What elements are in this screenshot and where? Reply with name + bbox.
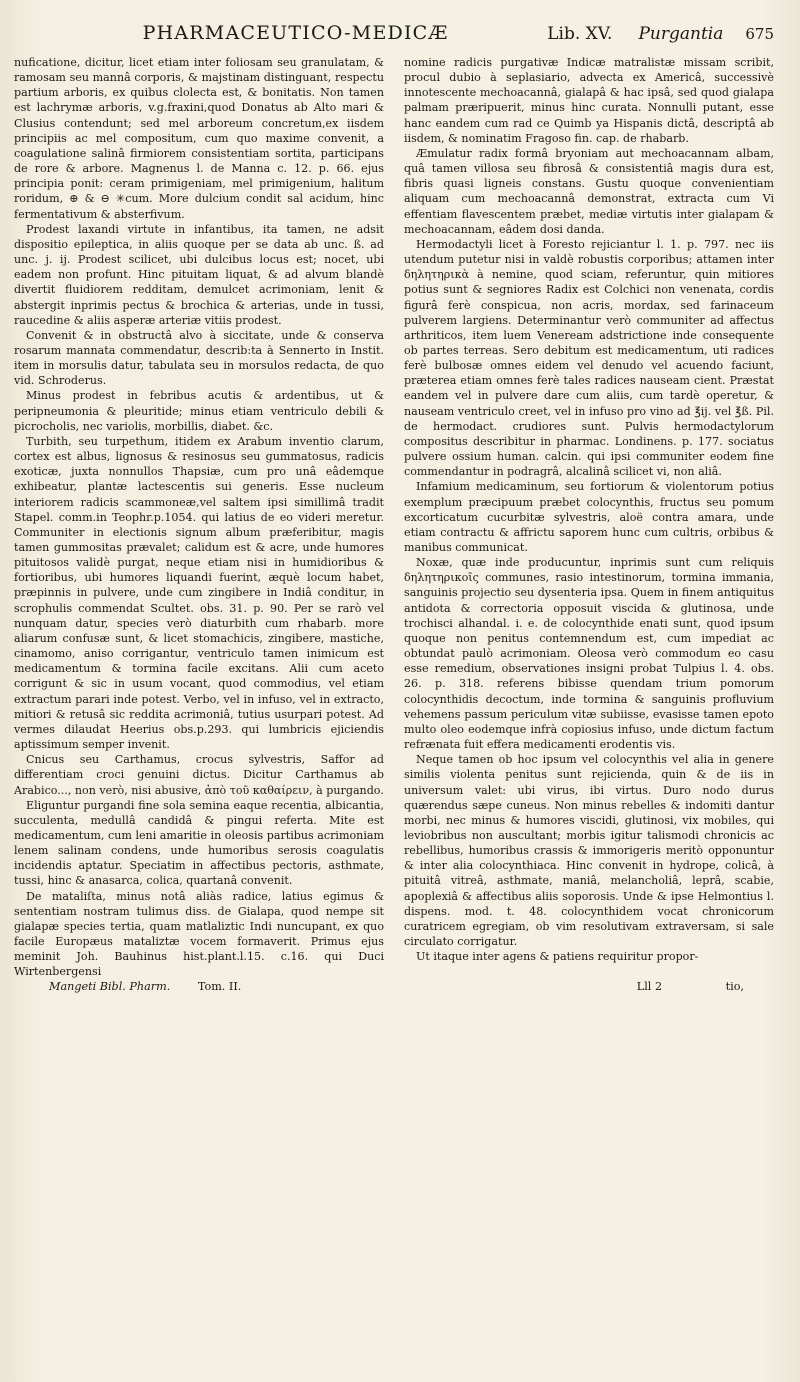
section-title: Purgantia <box>638 24 724 44</box>
signature-mark: Lll 2 <box>636 979 663 993</box>
paragraph: Cnicus seu Carthamus, crocus sylvestris, Saffor ad differentiam croci genuini dictus. Dicitur Carthamus ab Arabico..., non verò, nisi abusive, ἀπὸ τοῦ καθαίρειν, à purgando. <box>14 753 384 797</box>
catchword: tio, <box>725 979 744 993</box>
running-title: PHARMACEUTICO-MEDICÆ <box>142 22 449 44</box>
paragraph: Ut itaque inter agens & patiens requiritur propor- <box>416 950 699 964</box>
paragraph: Minus prodest in febribus acutis & ardentibus, ut & peripneumonia & pleuritide; minus etiam ventriculo debili & picrocholis, nec variolis, morbillis, diabet. &c. <box>14 389 384 433</box>
paragraph: Neque tamen ob hoc ipsum vel colocynthis vel alia in genere similis violenta penitus sunt rejicienda, quin & de iis in universum valet: ubi virus, ibi virtus. Duro nodo durus quærendus sæpe cuneus. Non minus rebelles & indomiti dantur morbi, nec minus & humores viscidi, glutinosi, vix mobiles, qui leviobribus non auscultant; morbis igitur talismodi chronicis ac rebellibus, humoribus crassis & immorigeris meritò opponuntur & inter alia colocynthiaca. Hinc convenit in hydrope, colicâ, à pituitâ vitreâ, asthmate, maniâ, melancholiâ, leprâ, scabie, apoplexiâ & affectibus aliis soporosis. Unde & ipse Helmontius l. dispens. mod. t. 48. colocynthidem vocat chronicorum curatricem egregiam, ob vim resolutivam extraversam, si sale circulato corrigatur. <box>404 753 774 949</box>
page-footer <box>14 980 774 994</box>
paragraph: Infamium medicaminum, seu fortiorum & violentorum potius exemplum præcipuum præbet colocynthis, fructus seu pomum excorticatum cucurbitæ sylvestris, aloë contra amara, unde etiam contractu & affrictu saporem hunc cum cultris, orbibus & manibus communicat. <box>404 480 774 554</box>
footer-source: Mangeti Bibl. Pharm. <box>49 979 171 993</box>
page-header <box>14 22 774 53</box>
footer-right <box>577 980 774 994</box>
paragraph: Hermodactyli licet à Foresto rejiciantur l. 1. p. 797. nec iis utendum putetur nisi in valdè robustis corporibus; attamen inter δηλητηρικὰ à nemine, quod sciam, referuntur, quin mitiores potius sunt & segniores Radix est Colchici non venenata, cordis figurâ ferè conspicua, non acris, mordax, sed farinaceum pulverem largiens. Determinantur verò communiter ad affectus arthriticos, item luem Veneream adstrictione inde consequente ob partes terreas. Sero debitum est medicamentum, uti radices ferè bulbosæ omnes eidem vel denudo vel acuendo faciunt, præterea etiam omnes ferè tales radices nauseam cient. Præstat eandem vel in pulvere dare cum aliis, cum tardè operetur, & nauseam ventriculo creet, vel in infuso pro vino ad ℥ij. vel ℥ß. Pil. de hermodact. crudiores sunt. Pulvis hermodactylorum compositus describitur in pharmac. Londinens. p. 177. sociatus pulvere ossium human. calcin. qui ipsi communiter eodem fine commendantur in podragrâ, alcalinâ scilicet vi, non aliâ. <box>404 237 774 479</box>
right-column <box>404 55 774 980</box>
footer-left <box>14 980 241 994</box>
book-number: Lib. XV. <box>547 24 613 44</box>
text-columns <box>14 55 774 980</box>
paragraph: De mataliſta, minus notâ aliàs radice, latius egimus & sententiam nostram tulimus diss. de Gialapa, quod nempe sit gialapæ species tertia, quam matlaliztic Indi nuncupant, ex quo facile Europæus mataliztæ vocem formaverit. Primus ejus meminit Joh. Bauhinus hist.plant.l.15. c.16. qui Duci Wirtenbergensi <box>14 889 384 979</box>
paragraph: Noxæ, quæ inde producuntur, inprimis sunt cum reliquis δηλητηρικοῖς communes, rasio intestinorum, tormina immania, sanguinis projectio seu dysenteria ipsa. Quem in finem antiquitus antidota & correctoria opposuit viscida & glutinosa, unde trochisci alhandal. i. e. de colocynthide enati sunt, quod ipsum quoque non penitus contemnendum est, cum impediat ac obtundat paulò acrimoniam. Oleosa verò commodum eo casu esse remedium, observationes insigni probat Tulpius l. 4. obs. 26. p. 318. referens bibisse quendam trium pomorum colocynthidis decoctum, inde tormina & sanguinis profluvium vehemens passum periculum vitæ subiisse, evasisse tamen epoto multo oleo eodemque infrà copiosius infuso, unde dictum factum refrænata fuit effera medicamenti erodentis vis. <box>404 556 774 752</box>
paragraph: nomine radicis purgativæ Indicæ matralistæ missam scribit, procul dubio à seplasiario, advecta ex Americâ, successivè innotescente mechoacannâ, gialapâ & hac ipsâ, sed quod gialapa palmam præripuerit, minus hinc curata. Nonnulli putant, esse hanc eandem cum rad ce Quimb ya Hispanis dictâ, descriptâ ab iisdem, & nominatim Fragoso fin. cap. de rhabarb. <box>404 56 774 145</box>
left-column <box>14 55 384 980</box>
paragraph: nuficatione, dicitur, licet etiam inter foliosam seu granulatam, & ramosam seu mannâ corporis, & majstinam distinguant, respectu partium arboris, ex quibus clolecta est, & bonitatis. Non tamen est lachrymæ arboris, v.g.fraxini,quod Donatus ab Alto mari & Clusius contendunt; sed mel arboreum concretum,ex iisdem principiis ac mel compositum, cum quo maxime convenit, a coagulatione salinâ firmiorem consistentiam sortita, participans de rore & arbore. Magnenus l. de Manna c. 12. p. 66. ejus principia ponit: ceram primigeniam, mel primigenium, halitum roridum, ⊕ & ⊖ ✳cum. More dulcium condit sal acidum, hinc fermentativum & absterfivum. <box>14 56 384 221</box>
paragraph: Eliguntur purgandi fine sola semina eaque recentia, albicantia, succulenta, medullâ candidâ & pingui referta. Mite est medicamentum, cum leni amaritie in oleosis partibus acrimoniam lenem salinam condens, unde humoribus serosis coagulatis incidendis aptatur. Speciatim in affectibus pectoris, asthmate, tussi, hinc & anasarca, colica, quartanâ convenit. <box>14 798 384 888</box>
paragraph: Turbith, seu turpethum, itidem ex Arabum inventio clarum, cortex est albus, lignosus & resinosus seu gummatosus, radicis exoticæ, juxta nonnullos Thapsiæ, cum pro unâ eâdemque exhibeatur, plantæ lactescentis sui generis. Esse nucleum interiorem radicis scammoneæ,vel saltem ipsi simillimâ tradit Stapel. comm.in Teophr.p.1054. qui latius de eo videri meretur. Communiter in electionis signum album præferibitur, magis tamen gummositas prævalet; calidum est & acre, unde humores pituitosos validè purgat, neque etiam nisi in humidioribus & fortioribus, ubi humores liquandi fuerint, æquè locum habet, præpinnis in pulvere, unde cum zingibere in Indiâ conditur, in scrophulis commendat Scultet. obs. 31. p. 90. Per se rarò vel nunquam datur, species verò diaturbith cum rhabarb. more aliarum confusæ sunt, & licet stomachicis, zingibere, mastiche, cinamomo, aniso corrigantur, ventriculo tamen inimicum est medicamentum & tormina facile excitans. Alii cum aceto corrigunt & sic in usum vocant, quod commodius, vel etiam extractum parari inde potest. Verbo, vel in infuso, vel in extracto, mitiori & retusâ sic reddita acrimoniâ, tutius usurpari potest. Ad vermes dilaudat Heerius obs.p.293. qui lumbricis ejiciendis aptissimum semper invenit. <box>14 434 384 752</box>
footer-tome: Tom. II. <box>197 979 242 993</box>
paragraph: Æmulatur radix formâ bryoniam aut mechoacannam albam, quâ tamen villosa seu fibrosâ & consistentiâ magis dura est, fibris quasi ligneis constans. Gustu quoque convenientiam aliquam cum mechoacannâ demonstrat, extracta cum Vi effentiam flavescentem præbet, mediæ virtutis inter gialapam & mechoacannam, eâdem dosi danda. <box>404 146 774 236</box>
page-number: 675 <box>745 25 774 43</box>
paragraph: Prodest laxandi virtute in infantibus, ita tamen, ne adsit dispositio epileptica, in aliis quoque per se data ab unc. ß. ad unc. j. ij. Prodest scilicet, ubi dulcibus locus est; nocet, ubi eadem non profunt. Hinc pituitam liquat, & ad alvum blandè divertit fluidiorem redditam, demulcet acrimoniam, lenit & abstergit inprimis pectus & brochica & arterias, unde in tussi, raucedine & aliis asperæ arteriæ vitiis prodest. <box>14 222 384 327</box>
paragraph: Convenit & in obstructâ alvo à siccitate, unde & conserva rosarum mannata commendatur, describ:ta à Sennerto in Instit. item in morsulis datur, tabulata seu in morsulos redacta, de quo vid. Schroderus. <box>14 328 384 388</box>
